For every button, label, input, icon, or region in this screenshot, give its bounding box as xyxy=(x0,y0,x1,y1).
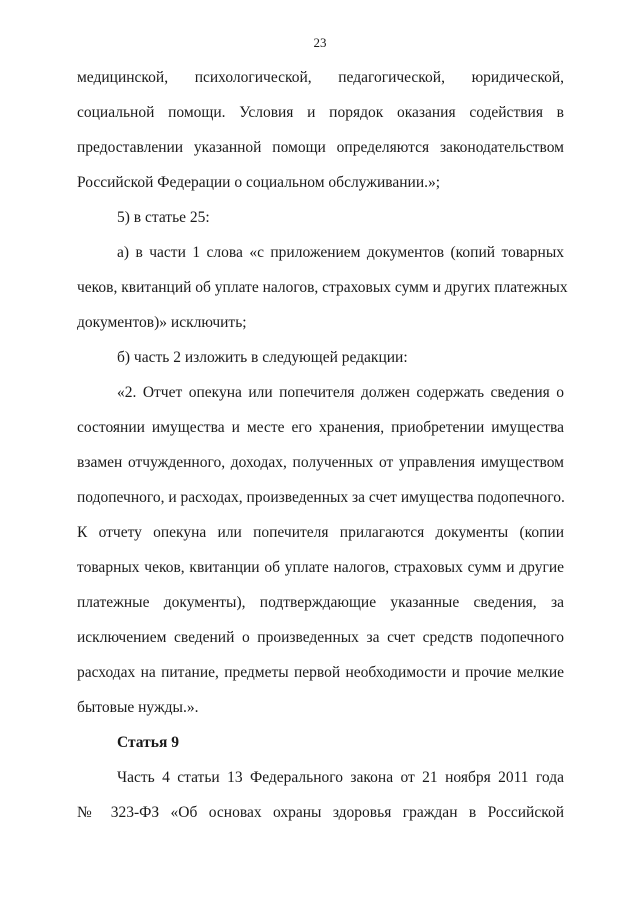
text-line: б) часть 2 изложить в следующей редакции: xyxy=(117,349,408,366)
article-heading: Статья 9 xyxy=(117,734,179,751)
text-line: документов)» исключить; xyxy=(77,314,247,331)
text-line: социальной помощи. Условия и порядок оказания содействия в xyxy=(77,104,564,121)
text-line: чеков, квитанций об уплате налогов, страховых сумм и других платежных xyxy=(77,279,568,296)
page-number: 23 xyxy=(313,35,327,50)
text-line: 5) в статье 25: xyxy=(117,209,210,226)
text-line: Часть 4 статьи 13 Федерального закона от 21 ноября 2011 года xyxy=(117,769,564,786)
document-body xyxy=(77,60,568,830)
text-line: платежные документы), подтверждающие указанные сведения, за xyxy=(77,594,564,611)
text-line: К отчету опекуна или попечителя прилагаются документы (копии xyxy=(77,524,564,541)
text-line: взамен отчужденного, доходах, полученных от управления имуществом xyxy=(77,454,564,471)
text-line: Российской Федерации о социальном обслуживании.»; xyxy=(77,174,441,191)
text-line: № 323-ФЗ «Об основах охраны здоровья граждан в Российской xyxy=(77,804,564,821)
paragraph-block xyxy=(77,60,568,725)
text-line: состоянии имущества и месте его хранения, приобретении имущества xyxy=(77,419,564,436)
text-line: подопечного, и расходах, произведенных за счет имущества подопечного. xyxy=(77,489,565,506)
paragraph-block xyxy=(77,760,564,830)
text-line: медицинской, психологической, педагогической, юридической, xyxy=(77,69,564,86)
text-line: товарных чеков, квитанции об уплате налогов, страховых сумм и другие xyxy=(77,559,564,576)
text-line: исключением сведений о произведенных за счет средств подопечного xyxy=(77,629,564,646)
text-line: предоставлении указанной помощи определяются законодательством xyxy=(77,139,564,156)
text-line: а) в части 1 слова «с приложением документов (копий товарных xyxy=(117,244,564,261)
text-line: расходах на питание, предметы первой необходимости и прочие мелкие xyxy=(77,664,564,681)
text-line: «2. Отчет опекуна или попечителя должен содержать сведения о xyxy=(117,384,564,401)
text-line: бытовые нужды.». xyxy=(77,699,199,716)
